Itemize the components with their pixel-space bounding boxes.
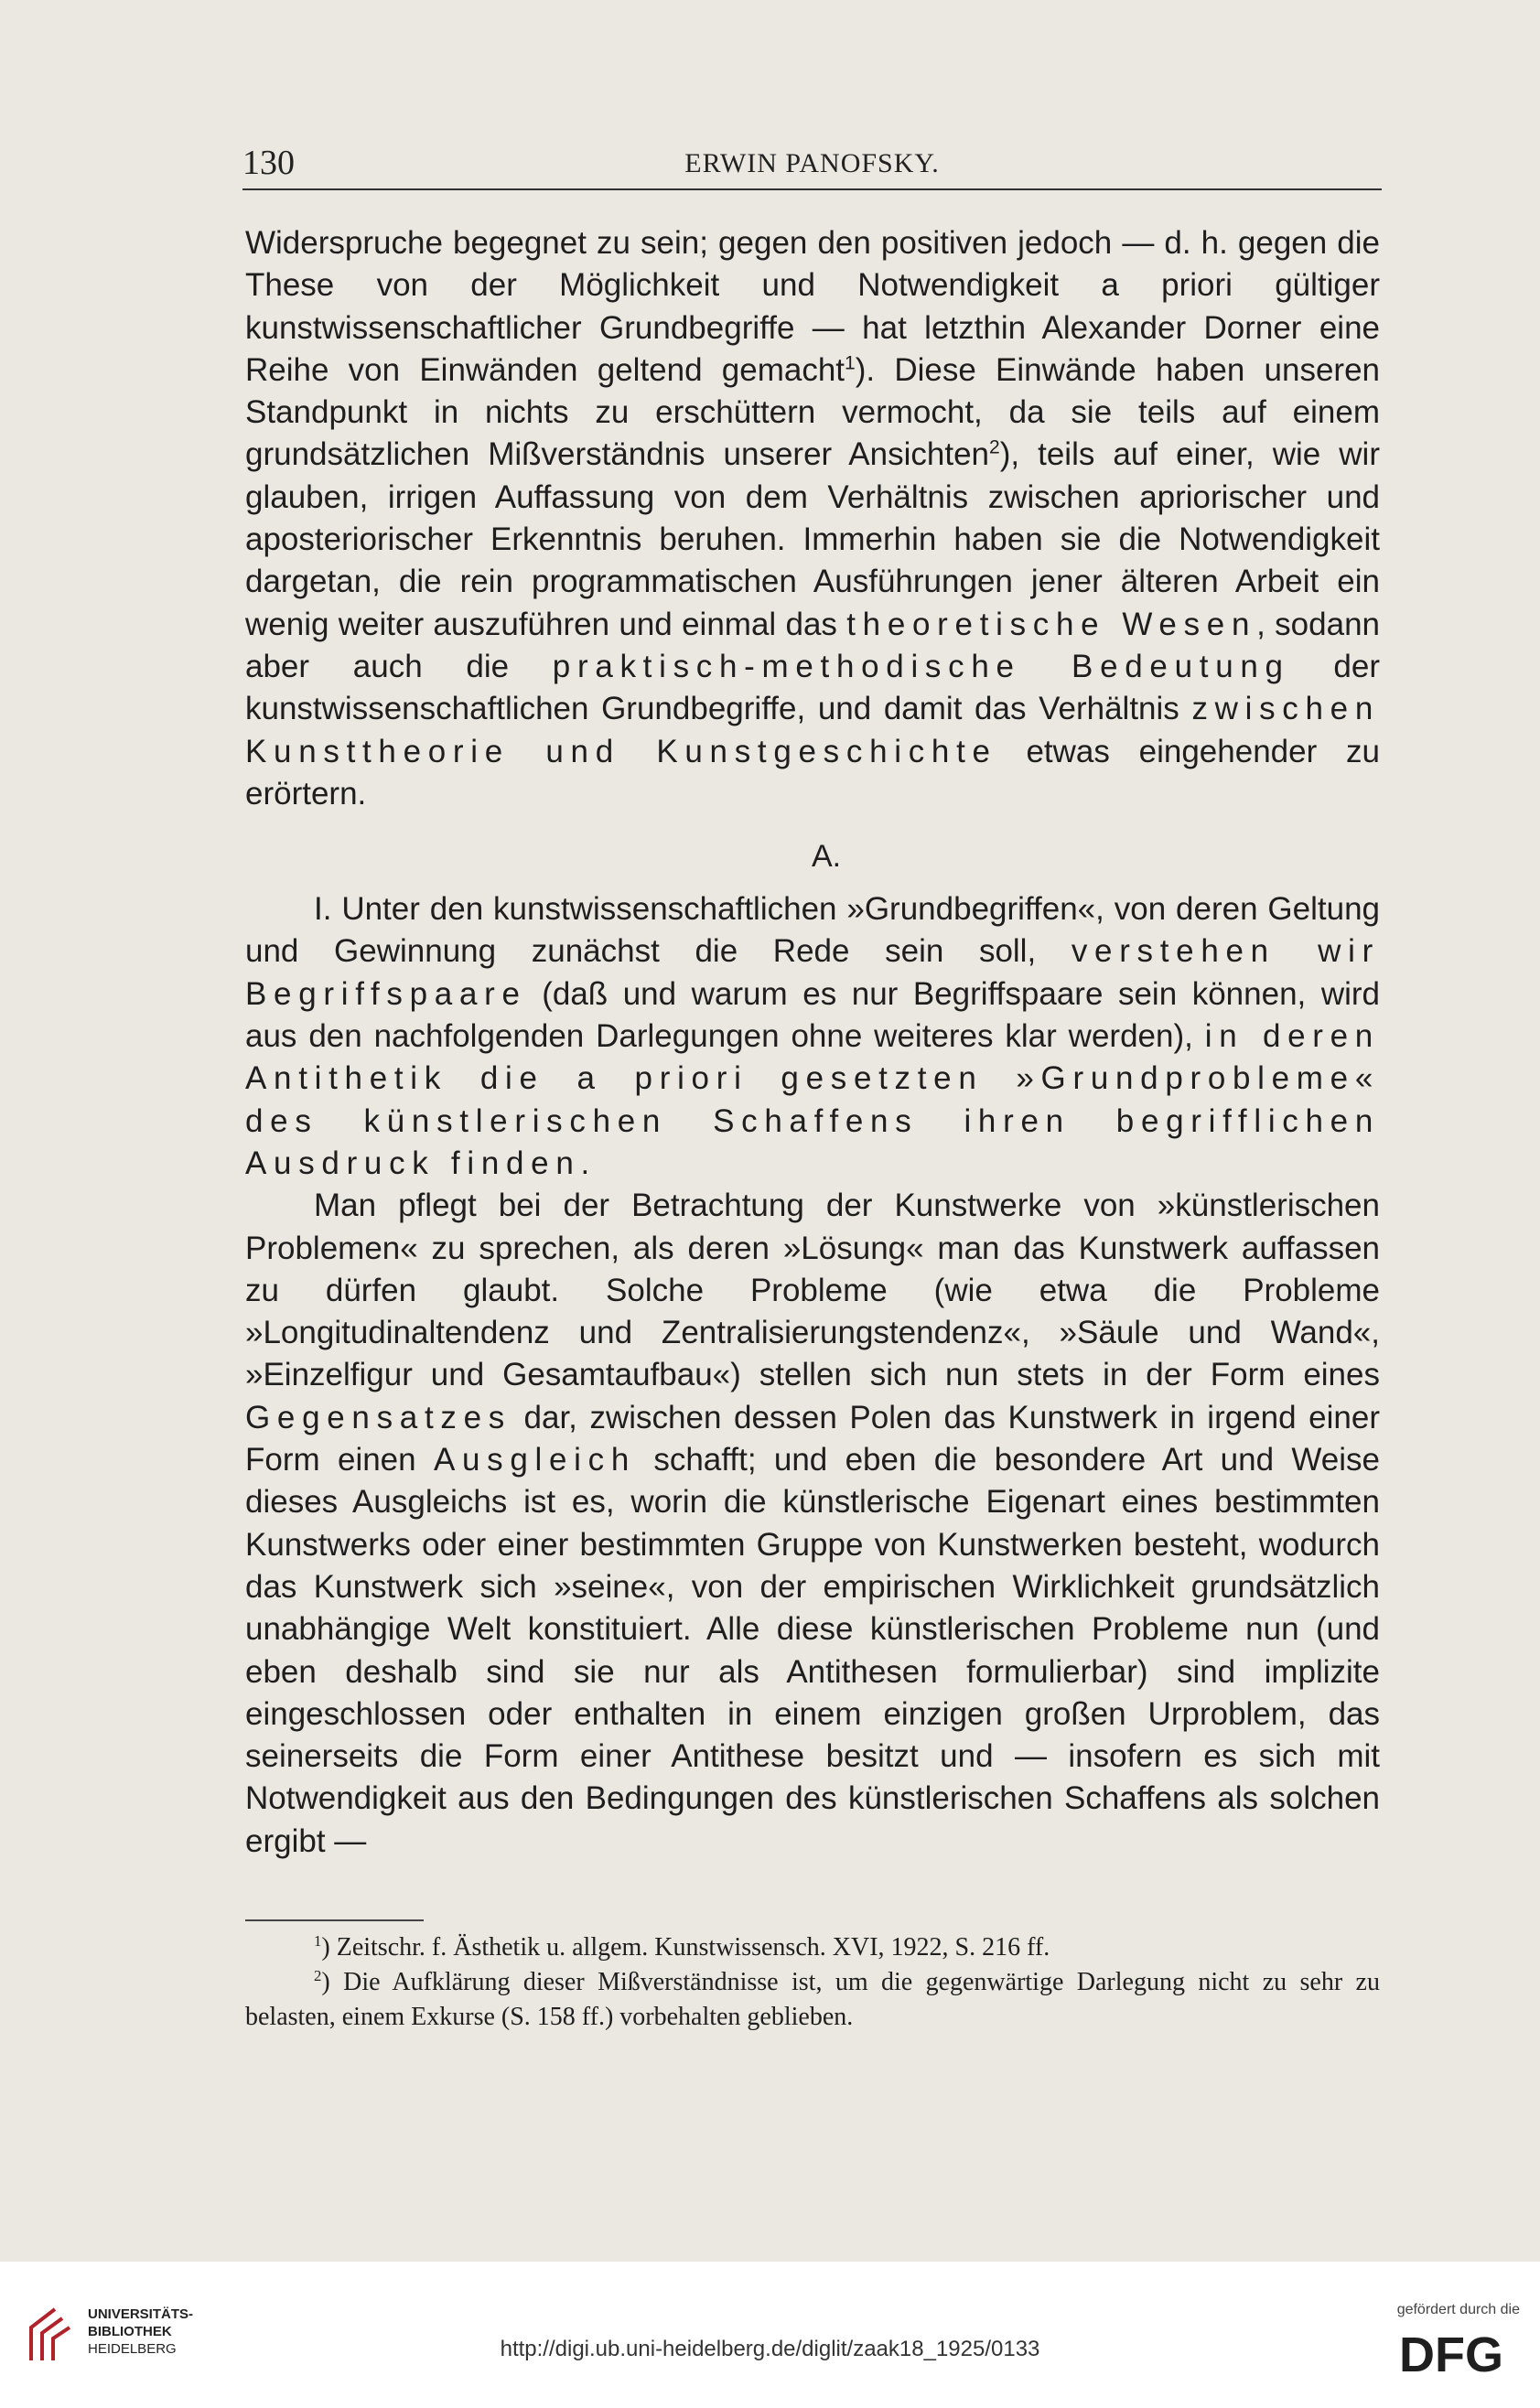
emphasis-spaced: Gegensatzes — [245, 1399, 512, 1435]
footnote-1 — [245, 1930, 1380, 1965]
footnote-text: ) Zeitschr. f. Ästhetik u. allgem. Kunstwissensch. XVI, 1922, S. 216 ff. — [321, 1933, 1050, 1962]
text-run: schafft; und eben die besondere Art und Weise dieses Ausgleichs ist es, worin die künstlerische Eigenart eines bestimmten Kunstwerks oder einer bestimmten Gruppe von Kunstwerken besteht, wodurch das Kunstwerk sich »seine«, von der empirischen Wirklichkeit grundsätzlich unabhängige Welt konstituiert. Alle diese künstlerischen Probleme nun (und eben deshalb sind sie nur als Antithesen formulierbar) sind implizite eingeschlossen oder enthalten in einem einzigen großen Urproblem, das seinerseits die Form einer Antithese besitzt und — insofern es sich mit Notwendigkeit aus den Bedingungen des künstlerischen Schaffens als solchen ergibt — — [245, 1442, 1380, 1859]
footnotes — [245, 1930, 1380, 2035]
footnote-ref-2[interactable]: 2 — [989, 436, 1000, 458]
paragraph-1 — [245, 222, 1380, 815]
footnote-mark: 1 — [314, 1931, 322, 1950]
text-run: (daß und warum es nur Begriffspaare sein können, wird aus den nachfolgenden Darlegungen ohne weiteres klar werden), — [245, 975, 1380, 1055]
emphasis-spaced: zwischen Kunsttheorie und Kunstgeschichte — [245, 691, 1380, 769]
text-run: etwas eingehender zu erörtern. — [245, 733, 1380, 812]
emphasis-spaced: in deren Antithetik die a priori gesetzten »Grundprobleme« des künstlerischen Schaffens ihren begrifflichen Ausdruck finden. — [245, 1018, 1380, 1181]
emphasis-spaced: Ausgleich — [433, 1442, 637, 1478]
running-title: ERWIN PANOFSKY. — [684, 148, 940, 178]
library-name-line: UNIVERSITÄTS- — [88, 2306, 194, 2322]
funded-by-label: gefördert durch die — [1396, 2302, 1520, 2317]
running-head — [242, 143, 1382, 190]
text-run: I. Unter den kunstwissenschaftlichen »Grundbegriffen«, von deren Geltung und Gewinnung zunächst die Rede sein soll, — [245, 891, 1380, 970]
body-text — [245, 222, 1380, 1863]
footnote-rule — [245, 1919, 424, 1921]
paragraph-2 — [245, 888, 1380, 1185]
footnote-2 — [245, 1965, 1380, 2035]
section-heading: A. — [811, 839, 842, 875]
emphasis-spaced: praktisch-methodische Bedeutung — [552, 648, 1290, 684]
library-name-line: BIBLIOTHEK — [88, 2324, 172, 2339]
source-url-link[interactable]: http://digi.ub.uni-heidelberg.de/diglit/zaak18_1925/0133 — [500, 2337, 1040, 2361]
emphasis-spaced: theoretische Wesen — [846, 606, 1257, 642]
text-run: Man pflegt bei der Betrachtung der Kunstwerke von »künstlerischen Problemen« zu sprechen, als deren »Lösung« man das Kunstwerk auffassen zu dürfen glaubt. Solche Probleme (wie etwa die Probleme »Longitudinaltendenz und Zentralisierungstendenz«, »Säule und Wand«, »Einzelfigur und Gesamtaufbau«) stellen sich nun stets in der Form eines — [245, 1188, 1380, 1393]
text-run: Widerspruche begegnet zu sein; gegen den positiven jedoch — d. h. gegen die These von der Möglichkeit und Notwendigkeit a priori gültiger kunstwissenschaftlicher Grundbegriffe — hat letzthin Alexander Dorner eine Reihe von Einwänden geltend gemacht — [245, 225, 1380, 388]
dfg-logo[interactable] — [1383, 2326, 1520, 2381]
dfg-logo-text: DFG — [1399, 2327, 1503, 2381]
text-run: ). Diese Einwände haben unseren Standpunkt in nichts zu erschüttern vermocht, da sie teils auf einem grundsätzlichen Mißverständnis unserer Ansichten — [245, 351, 1381, 473]
paragraph-3 — [245, 1185, 1380, 1863]
text-run: dar, zwischen dessen Polen das Kunstwerk in irgend einer Form einen — [245, 1399, 1380, 1478]
text-run: der kunstwissenschaftlichen Grundbegriffe, und damit das Verhältnis — [245, 648, 1380, 727]
page-number: 130 — [242, 144, 295, 182]
library-name-line: HEIDELBERG — [88, 2341, 177, 2357]
footnote-ref-1[interactable]: 1 — [845, 352, 856, 374]
footnote-mark: 2 — [314, 1966, 322, 1984]
text-run: ), teils auf einer, wie wir glauben, irrigen Auffassung von dem Verhältnis zwischen apriorischer und aposteriorischer Erkenntnis beruhen. Immerhin haben sie die Notwendigkeit dargetan, die rein programmatischen Ausführungen jener älteren Arbeit ein wenig weiter auszuführen und einmal das — [245, 436, 1380, 642]
footnote-text: ) Die Aufklärung dieser Mißverständnisse ist, um die gegenwärtige Darlegung nicht zu sehr zu belasten, einem Exkurse (S. 158 ff.) vorbehalten geblieben. — [245, 1968, 1380, 2031]
emphasis-spaced: verstehen wir Begriffspaare — [245, 933, 1380, 1012]
text-run: , sodann aber auch die — [245, 606, 1381, 684]
digitization-footer — [0, 2262, 1540, 2408]
